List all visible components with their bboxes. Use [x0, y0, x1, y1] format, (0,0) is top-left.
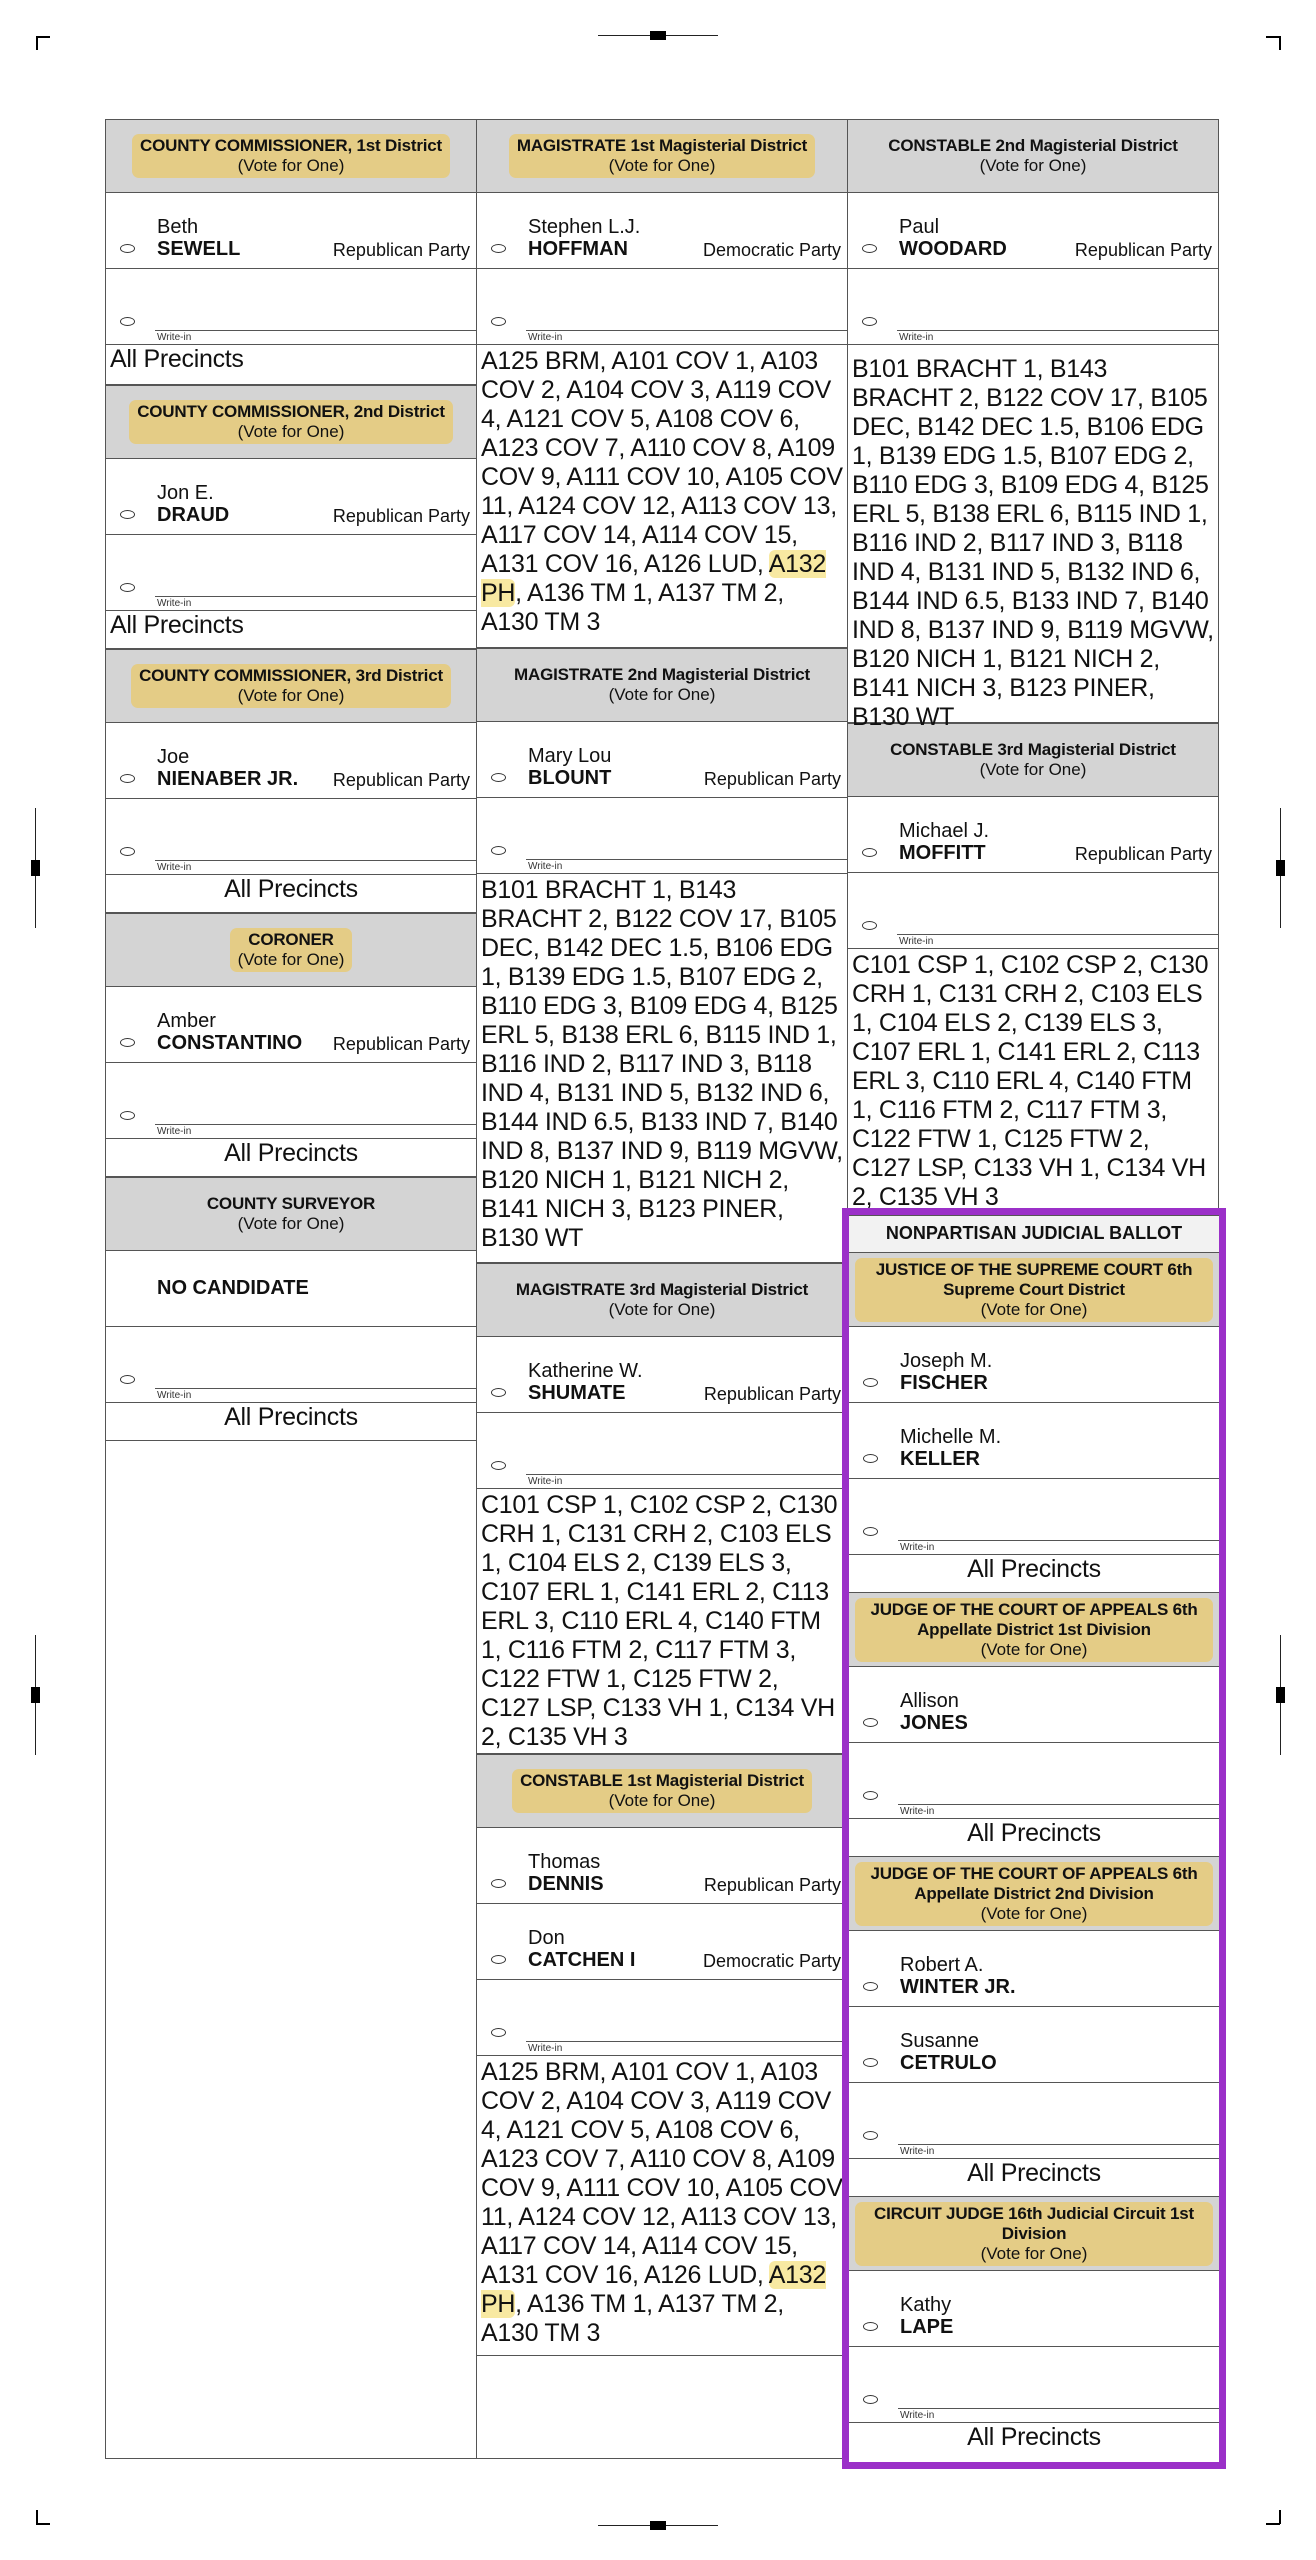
candidate-first-name: Michael J. [899, 820, 990, 842]
write-in-label: Write-in [899, 936, 934, 947]
write-in-row[interactable] [848, 873, 1218, 949]
race-header-coroner [106, 913, 476, 987]
timing-mark [650, 2521, 666, 2530]
race-title: CONSTABLE 1st Magisterial District [520, 1771, 804, 1790]
vote-oval[interactable] [491, 846, 506, 855]
candidate-first-name: Susanne [900, 2030, 979, 2052]
vote-oval[interactable] [491, 1879, 506, 1888]
candidate-row-cetrulo[interactable] [849, 2007, 1219, 2083]
vote-oval[interactable] [862, 848, 877, 857]
precinct-list: B101 BRACHT 1, B143 BRACHT 2, B122 COV 17, B105 DEC, B142 DEC 1.5, B106 EDG 1, B139 EDG 1.5, B107 EDG 2, B110 EDG 3, B109 EDG 4, B125 ERL 5, B138 ERL 6, B115 IND 1, B116 IND 2, B117 IND 3, B118 IND 4, B131 IND 5, B132 IND 6, B144 IND 6.5, B133 IND 7, B140 IND 8, B137 IND 9, B119 MGVW, B120 NICH 1, B121 NICH 2, B141 NICH 3, B123 PINER, B130 WT [848, 345, 1218, 723]
precinct-text: A125 BRM, A101 COV 1, A103 COV 2, A104 COV 3, A119 COV 4, A121 COV 5, A108 COV 6, A123 COV 7, A110 COV 8, A109 COV 9, A111 COV 10, A105 COV 11, A124 COV 12, A113 COV 13, A117 COV 14, A114 COV 15, A131 COV 16, A126 LUD, [481, 347, 843, 578]
candidate-party: Republican Party [332, 506, 470, 526]
write-in-row[interactable] [849, 2083, 1219, 2159]
vote-oval[interactable] [863, 1718, 878, 1727]
write-in-line[interactable] [898, 2408, 1219, 2409]
race-title: CIRCUIT JUDGE 16th Judicial Circuit 1st Division [874, 2203, 1194, 2243]
candidate-first-name: Robert A. [900, 1954, 984, 1976]
ballot-column-3 [847, 119, 1219, 1214]
vote-oval[interactable] [491, 1388, 506, 1397]
vote-oval[interactable] [120, 1375, 135, 1384]
write-in-line[interactable] [155, 330, 476, 331]
vote-oval[interactable] [862, 317, 877, 326]
candidate-first-name: Paul [899, 216, 940, 238]
candidate-last-name: DRAUD [157, 504, 230, 526]
crop-mark [1279, 36, 1281, 50]
candidate-row-keller[interactable] [849, 1403, 1219, 1479]
candidate-first-name: Thomas [528, 1851, 601, 1873]
precinct-text: , A136 TM 1, A137 TM 2, A130 TM 3 [481, 579, 784, 636]
no-candidate-label: NO CANDIDATE [157, 1277, 309, 1299]
candidate-last-name: BLOUNT [528, 767, 612, 789]
candidate-first-name: Kathy [900, 2294, 952, 2316]
candidate-row-shumate[interactable] [477, 1337, 847, 1413]
candidate-last-name: LAPE [900, 2316, 954, 2338]
race-title: JUSTICE OF THE SUPREME COURT 6th Supreme Court District [875, 1259, 1193, 1299]
candidate-last-name: HOFFMAN [528, 238, 628, 260]
crop-mark [1266, 36, 1280, 38]
vote-oval[interactable] [120, 583, 135, 592]
crop-mark [36, 36, 38, 50]
candidate-party: Republican Party [332, 770, 470, 790]
vote-oval[interactable] [862, 921, 877, 930]
precinct-list: B101 BRACHT 1, B143 BRACHT 2, B122 COV 17, B105 DEC, B142 DEC 1.5, B106 EDG 1, B139 EDG 1.5, B107 EDG 2, B110 EDG 3, B109 EDG 4, B125 ERL 5, B138 ERL 6, B115 IND 1, B116 IND 2, B117 IND 3, B118 IND 4, B131 IND 5, B132 IND 6, B144 IND 6.5, B133 IND 7, B140 IND 8, B137 IND 9, B119 MGVW, B120 NICH 1, B121 NICH 2, B141 NICH 3, B123 PINER, B130 WT [477, 874, 847, 1263]
vote-oval[interactable] [120, 510, 135, 519]
write-in-line[interactable] [155, 1124, 476, 1125]
vote-for: (Vote for One) [980, 1639, 1088, 1659]
precinct-list [477, 345, 847, 648]
crop-mark [36, 2523, 50, 2525]
write-in-row[interactable] [848, 269, 1218, 345]
timing-mark [650, 31, 666, 40]
candidate-first-name: Joseph M. [900, 1350, 993, 1372]
precinct-list [477, 2056, 847, 2356]
vote-oval[interactable] [120, 774, 135, 783]
candidate-row-winter[interactable] [849, 1931, 1219, 2007]
precinct-list: All Precincts [849, 2159, 1219, 2197]
candidate-row-fischer[interactable] [849, 1327, 1219, 1403]
write-in-label: Write-in [157, 598, 192, 609]
race-header-supreme-court [849, 1253, 1219, 1327]
race-header-county-commissioner-2 [106, 385, 476, 459]
ballot-column-2 [476, 119, 848, 2459]
timing-mark [31, 1687, 40, 1703]
vote-oval[interactable] [863, 1982, 878, 1991]
timing-mark [31, 860, 40, 876]
vote-oval[interactable] [491, 2028, 506, 2037]
candidate-last-name: SHUMATE [528, 1382, 626, 1404]
race-header-constable-1 [477, 1754, 847, 1828]
vote-oval[interactable] [491, 317, 506, 326]
race-title: COUNTY SURVEYOR [206, 1194, 376, 1213]
vote-for: (Vote for One) [608, 685, 716, 704]
write-in-line[interactable] [526, 1474, 847, 1475]
candidate-party: Republican Party [1074, 844, 1212, 864]
candidate-row-nienaber[interactable] [106, 723, 476, 799]
vote-oval[interactable] [863, 2322, 878, 2331]
race-title: CORONER [248, 930, 334, 949]
vote-for: (Vote for One) [237, 156, 345, 175]
precinct-highlight: A132 PH [481, 550, 826, 607]
vote-for: (Vote for One) [979, 760, 1087, 779]
vote-for: (Vote for One) [237, 422, 345, 441]
race-title: JUDGE OF THE COURT OF APPEALS 6th Appellate District 2nd Division [870, 1863, 1198, 1903]
candidate-row-blount[interactable] [477, 722, 847, 798]
candidate-last-name: FISCHER [900, 1372, 988, 1394]
candidate-party: Republican Party [703, 769, 841, 789]
write-in-row[interactable] [477, 1980, 847, 2056]
precinct-list: All Precincts [849, 1555, 1219, 1593]
crop-mark [1266, 2523, 1280, 2525]
candidate-party: Republican Party [703, 1875, 841, 1895]
precinct-list: All Precincts [106, 1403, 476, 1441]
vote-for: (Vote for One) [979, 156, 1087, 175]
write-in-label: Write-in [157, 862, 192, 873]
vote-oval[interactable] [863, 2058, 878, 2067]
precinct-list: All Precincts [967, 2423, 1101, 2451]
candidate-last-name: CETRULO [900, 2052, 997, 2074]
write-in-line[interactable] [897, 934, 1218, 935]
race-header-court-of-appeals-2 [849, 1857, 1219, 1931]
candidate-row-constantino[interactable] [106, 987, 476, 1063]
race-header-county-commissioner-3 [106, 649, 476, 723]
precinct-list: C101 CSP 1, C102 CSP 2, C130 CRH 1, C131 CRH 2, C103 ELS 1, C104 ELS 2, C139 ELS 3, C107 ERL 1, C141 ERL 2, C113 ERL 3, C110 ERL 4, C140 FTM 1, C116 FTM 2, C117 FTM 3, C122 FTW 1, C125 FTW 2, C127 LSP, C133 VH 1, C134 VH 2, C135 VH 3 [477, 1489, 847, 1754]
write-in-line[interactable] [898, 2144, 1219, 2145]
write-in-row[interactable] [477, 1413, 847, 1489]
candidate-last-name: WOODARD [899, 238, 1007, 260]
candidate-party: Republican Party [703, 1384, 841, 1404]
write-in-row[interactable] [849, 2347, 1219, 2423]
candidate-party: Republican Party [1074, 240, 1212, 260]
precinct-list: All Precincts [849, 1819, 1219, 1857]
race-header-magistrate-3 [477, 1263, 847, 1337]
race-header-constable-2 [848, 119, 1218, 193]
candidate-first-name: Allison [900, 1690, 959, 1712]
vote-oval[interactable] [862, 244, 877, 253]
vote-oval[interactable] [491, 1955, 506, 1964]
vote-for: (Vote for One) [608, 156, 716, 175]
candidate-first-name: Stephen L.J. [528, 216, 641, 238]
vote-for: (Vote for One) [608, 1300, 716, 1319]
race-header-court-of-appeals-1 [849, 1593, 1219, 1667]
candidate-last-name: MOFFITT [899, 842, 986, 864]
candidate-party: Democratic Party [702, 240, 841, 260]
write-in-line[interactable] [898, 1540, 1219, 1541]
write-in-line[interactable] [155, 1388, 476, 1389]
precinct-list: All Precincts [106, 1139, 476, 1177]
write-in-label: Write-in [528, 861, 563, 872]
race-header-county-commissioner-1 [106, 119, 476, 193]
write-in-line[interactable] [155, 860, 476, 861]
write-in-line[interactable] [155, 596, 476, 597]
race-header-constable-3 [848, 723, 1218, 797]
race-title: CONSTABLE 3rd Magisterial District [890, 740, 1176, 759]
vote-oval[interactable] [863, 1378, 878, 1387]
precinct-list: C101 CSP 1, C102 CSP 2, C130 CRH 1, C131 CRH 2, C103 ELS 1, C104 ELS 2, C139 ELS 3, C107 ERL 1, C141 ERL 2, C113 ERL 3, C110 ERL 4, C140 FTM 1, C116 FTM 2, C117 FTM 3, C122 FTW 1, C125 FTW 2, C127 LSP, C133 VH 1, C134 VH 2, C135 VH 3 [852, 951, 1209, 1211]
crop-mark [36, 2510, 38, 2524]
race-header-circuit-judge [849, 2197, 1219, 2271]
write-in-label: Write-in [528, 332, 563, 343]
vote-for: (Vote for One) [980, 2243, 1088, 2263]
crop-mark [1279, 2510, 1281, 2524]
candidate-first-name: Michelle M. [900, 1426, 1002, 1448]
candidate-row-moffitt[interactable] [848, 797, 1218, 873]
candidate-first-name: Don [528, 1927, 565, 1949]
write-in-line[interactable] [526, 859, 847, 860]
write-in-line[interactable] [526, 330, 847, 331]
candidate-party: Democratic Party [702, 1951, 841, 1971]
candidate-last-name: JONES [900, 1712, 968, 1734]
precinct-text: , A136 TM 1, A137 TM 2, A130 TM 3 [481, 2290, 784, 2347]
candidate-last-name: KELLER [900, 1448, 980, 1470]
candidate-first-name: Joe [157, 746, 190, 768]
candidate-party: Republican Party [332, 1034, 470, 1054]
write-in-row[interactable] [106, 535, 476, 611]
candidate-row-draud[interactable] [106, 459, 476, 535]
write-in-label: Write-in [157, 1126, 192, 1137]
candidate-first-name: Jon E. [157, 482, 214, 504]
vote-for: (Vote for One) [980, 1299, 1088, 1319]
vote-for: (Vote for One) [237, 686, 345, 705]
candidate-row-woodard[interactable] [848, 193, 1218, 269]
write-in-label: Write-in [528, 1476, 563, 1487]
race-title: MAGISTRATE 3rd Magisterial District [515, 1280, 809, 1299]
write-in-row[interactable] [849, 1743, 1219, 1819]
vote-for: (Vote for One) [237, 1214, 345, 1233]
ballot-column-1 [105, 119, 477, 2459]
precinct-list: All Precincts [106, 875, 476, 913]
write-in-line[interactable] [898, 1804, 1219, 1805]
write-in-row[interactable] [477, 798, 847, 874]
write-in-row[interactable] [477, 269, 847, 345]
candidate-first-name: Mary Lou [528, 745, 612, 767]
candidate-last-name: DENNIS [528, 1873, 604, 1895]
nonpartisan-heading: NONPARTISAN JUDICIAL BALLOT [849, 1215, 1219, 1253]
race-title: CONSTABLE 2nd Magisterial District [888, 136, 1178, 155]
race-header-magistrate-1 [477, 119, 847, 193]
timing-mark [1276, 860, 1285, 876]
race-header-magistrate-2 [477, 648, 847, 722]
write-in-line[interactable] [526, 2041, 847, 2042]
vote-oval[interactable] [120, 847, 135, 856]
candidate-first-name: Beth [157, 216, 199, 238]
write-in-row[interactable] [106, 269, 476, 345]
candidate-row-dennis[interactable] [477, 1828, 847, 1904]
candidate-first-name: Amber [157, 1010, 216, 1032]
vote-oval[interactable] [120, 244, 135, 253]
write-in-row[interactable] [106, 1327, 476, 1403]
write-in-label: Write-in [528, 2043, 563, 2054]
candidate-party: Republican Party [332, 240, 470, 260]
vote-oval[interactable] [491, 244, 506, 253]
candidate-last-name: CONSTANTINO [157, 1032, 303, 1054]
precinct-list: All Precincts [106, 611, 476, 649]
write-in-label: Write-in [900, 1806, 935, 1817]
write-in-label: Write-in [900, 2410, 935, 2421]
candidate-row-lape[interactable] [849, 2271, 1219, 2347]
precinct-text: A125 BRM, A101 COV 1, A103 COV 2, A104 COV 3, A119 COV 4, A121 COV 5, A108 COV 6, A123 COV 7, A110 COV 8, A109 COV 9, A111 COV 10, A105 COV 11, A124 COV 12, A113 COV 13, A117 COV 14, A114 COV 15, A131 COV 16, A126 LUD, [481, 2058, 843, 2289]
write-in-row[interactable] [106, 1063, 476, 1139]
race-header-county-surveyor [106, 1177, 476, 1251]
vote-oval[interactable] [120, 1038, 135, 1047]
nonpartisan-judicial-section [842, 1208, 1226, 2469]
candidate-last-name: WINTER JR. [900, 1976, 1016, 1998]
candidate-row-sewell[interactable] [106, 193, 476, 269]
vote-oval[interactable] [863, 2395, 878, 2404]
write-in-row[interactable] [849, 1479, 1219, 1555]
race-title: COUNTY COMMISSIONER, 1st District [140, 136, 442, 155]
write-in-row[interactable] [106, 799, 476, 875]
timing-mark [1276, 1687, 1285, 1703]
candidate-first-name: Katherine W. [528, 1360, 643, 1382]
race-title: COUNTY COMMISSIONER, 2nd District [137, 402, 445, 421]
vote-for: (Vote for One) [608, 1791, 716, 1810]
precinct-highlight: A132 PH [481, 2261, 826, 2318]
vote-oval[interactable] [863, 1791, 878, 1800]
no-candidate-row [106, 1251, 476, 1327]
race-title: JUDGE OF THE COURT OF APPEALS 6th Appellate District 1st Division [870, 1599, 1198, 1639]
vote-oval[interactable] [491, 1461, 506, 1470]
write-in-label: Write-in [899, 332, 934, 343]
race-title: MAGISTRATE 2nd Magisterial District [514, 665, 810, 684]
race-title: MAGISTRATE 1st Magisterial District [516, 136, 808, 155]
vote-oval[interactable] [863, 1454, 878, 1463]
candidate-last-name: SEWELL [157, 238, 241, 260]
crop-mark [36, 36, 50, 38]
vote-for: (Vote for One) [980, 1903, 1088, 1923]
vote-for: (Vote for One) [237, 950, 345, 969]
race-title: COUNTY COMMISSIONER, 3rd District [139, 666, 443, 685]
vote-oval[interactable] [863, 2131, 878, 2140]
candidate-last-name: NIENABER JR. [157, 768, 299, 790]
write-in-label: Write-in [900, 1542, 935, 1553]
vote-oval[interactable] [863, 1527, 878, 1536]
candidate-row-catchen[interactable] [477, 1904, 847, 1980]
precinct-list: All Precincts [106, 345, 476, 385]
write-in-line[interactable] [897, 330, 1218, 331]
write-in-label: Write-in [900, 2146, 935, 2157]
candidate-row-jones[interactable] [849, 1667, 1219, 1743]
vote-oval[interactable] [491, 773, 506, 782]
write-in-label: Write-in [157, 1390, 192, 1401]
write-in-label: Write-in [157, 332, 192, 343]
candidate-row-hoffman[interactable] [477, 193, 847, 269]
candidate-last-name: CATCHEN I [528, 1949, 636, 1971]
vote-oval[interactable] [120, 1111, 135, 1120]
vote-oval[interactable] [120, 317, 135, 326]
